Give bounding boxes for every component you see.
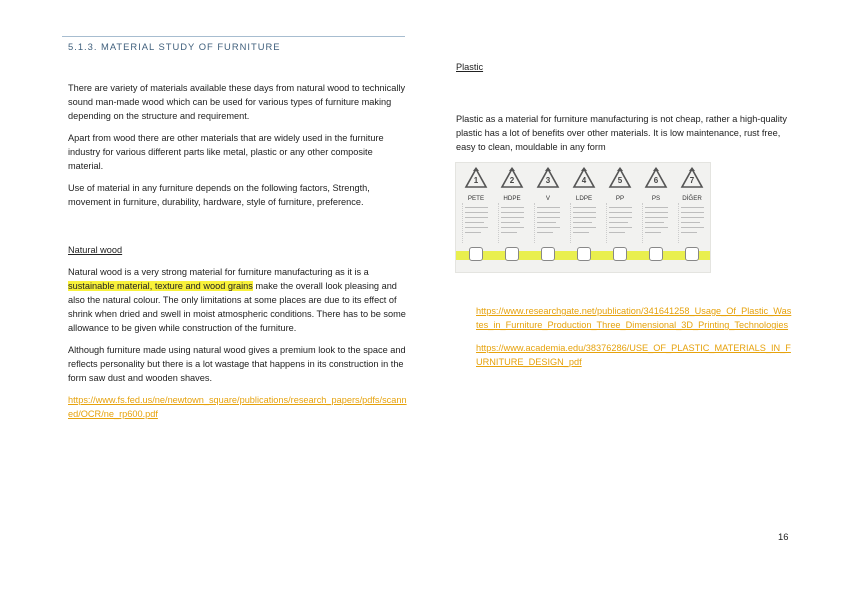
symbol-number: 5 bbox=[617, 176, 623, 185]
symbol-number: 4 bbox=[581, 176, 587, 185]
intro-paragraph-2: Apart from wood there are other materials that are widely used in the furniture industry for various different parts like metal, plastic or any other composite material. bbox=[68, 133, 384, 171]
nw-text-before: Natural wood is a very strong material for furniture manufacturing as it is a bbox=[68, 267, 369, 277]
recycling-symbol bbox=[638, 163, 674, 274]
natural-wood-paragraph-2: Although furniture made using natural wood gives a premium look to the space and reflects personality but there is a lot wastage that happens in its construction in the form saw dust and wooden shaves. bbox=[68, 345, 406, 383]
section-heading: 5.1.3. MATERIAL STUDY OF FURNITURE bbox=[68, 41, 281, 52]
symbol-code: PETE bbox=[467, 195, 485, 202]
recycling-codes-figure bbox=[455, 162, 711, 273]
symbol-description bbox=[606, 203, 634, 243]
intro-paragraph-3: Use of material in any furniture depends on the following factors, Strength, movement in furniture, durability, hardware, style of furniture, preference. bbox=[68, 183, 370, 207]
symbol-description bbox=[678, 203, 706, 243]
symbol-description bbox=[570, 203, 598, 243]
natural-wood-heading: Natural wood bbox=[68, 245, 123, 255]
symbol-number: 1 bbox=[473, 176, 479, 185]
intro-paragraph-1: There are variety of materials available these days from natural wood to technically sound man-made wood which can be used for various types of furniture making depending on the structure and requirement. bbox=[68, 83, 406, 121]
reference-link-academia[interactable]: https://www.academia.edu/38376286/USE_OF_PLASTIC_MATERIALS_IN_FURNITURE_DESIGN_pdf bbox=[476, 343, 791, 367]
nw-text-after: make the overall look pleasing and also the natural colour. The only limitations at some places are due to its effect of shrink when dried and swell in moist atmospheric conditions. There has to be some allowance to be given while construction of the furniture. bbox=[68, 281, 406, 333]
product-example-icon bbox=[577, 247, 591, 261]
reference-link-fs-fed[interactable]: https://www.fs.fed.us/ne/newtown_square/publications/research_papers/pdfs/scanned/OCR/ne_rp600.pdf bbox=[68, 395, 407, 419]
symbol-description bbox=[462, 203, 490, 243]
plastic-paragraph: Plastic as a material for furniture manufacturing is not cheap, rather a high-quality plastic has a lot of benefits over other materials. It is low maintenance, rust free, easy to clean, mouldable in any form bbox=[456, 114, 787, 152]
product-example-icon bbox=[469, 247, 483, 261]
recycling-symbol bbox=[566, 163, 602, 274]
heading-rule bbox=[62, 36, 405, 37]
recycling-symbol bbox=[494, 163, 530, 274]
product-example-icon bbox=[685, 247, 699, 261]
recycling-symbol bbox=[530, 163, 566, 274]
product-example-icon bbox=[541, 247, 555, 261]
page-number: 16 bbox=[778, 531, 789, 542]
symbol-description bbox=[642, 203, 670, 243]
right-column bbox=[456, 60, 792, 162]
symbol-description bbox=[534, 203, 562, 243]
symbol-code: HDPE bbox=[503, 195, 521, 202]
highlighted-text: sustainable material, texture and wood grains bbox=[68, 281, 253, 291]
symbol-code: PP bbox=[615, 195, 625, 202]
recycling-symbol bbox=[602, 163, 638, 274]
symbol-number: 3 bbox=[545, 176, 551, 185]
recycling-symbol bbox=[458, 163, 494, 274]
right-references bbox=[476, 304, 792, 378]
product-example-icon bbox=[649, 247, 663, 261]
product-example-icon bbox=[613, 247, 627, 261]
product-example-icon bbox=[505, 247, 519, 261]
symbol-code: DİĞER bbox=[682, 195, 702, 202]
symbol-code: V bbox=[545, 195, 551, 202]
symbol-code: PS bbox=[651, 195, 661, 202]
symbol-code: LDPE bbox=[575, 195, 593, 202]
reference-link-researchgate[interactable]: https://www.researchgate.net/publication/341641258_Usage_Of_Plastic_Wastes_in_Furniture_Production_Three_Dimensional_3D_Printing_Technologies bbox=[476, 306, 792, 330]
symbol-number: 7 bbox=[689, 176, 695, 185]
symbol-number: 2 bbox=[509, 176, 515, 185]
symbol-number: 6 bbox=[653, 176, 659, 185]
left-column bbox=[68, 81, 408, 429]
natural-wood-paragraph-1 bbox=[68, 265, 408, 335]
recycling-symbol bbox=[674, 163, 710, 274]
plastic-heading: Plastic bbox=[456, 62, 484, 72]
symbol-description bbox=[498, 203, 526, 243]
